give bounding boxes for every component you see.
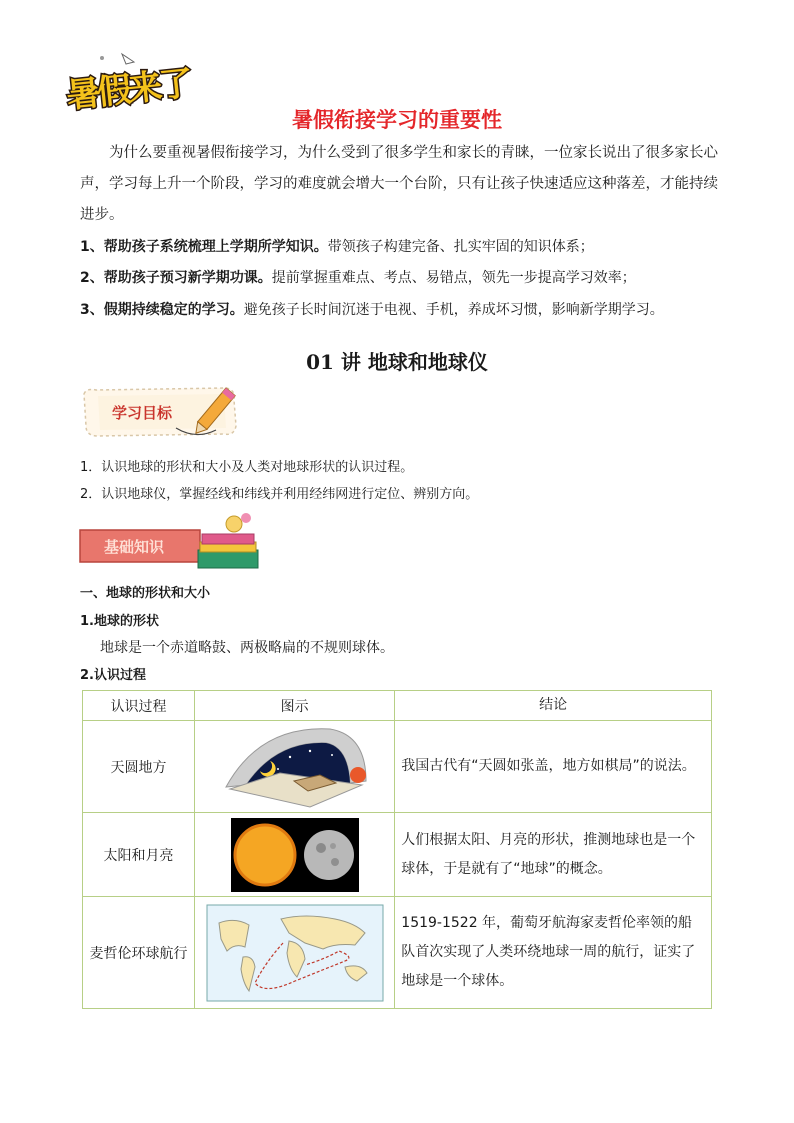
sky-dome-illustration — [220, 725, 370, 809]
point-item: 3、假期持续稳定的学习。避免孩子长时间沉迷于电视、手机，养成坏习惯，影响新学期学习。 — [80, 302, 664, 318]
subsection-heading: 2.认识过程 — [80, 668, 146, 683]
knowledge-badge — [76, 508, 266, 574]
section-heading: 一、地球的形状和大小 — [80, 586, 211, 601]
table-row — [83, 721, 712, 813]
logo-text: 暑假来了 — [64, 63, 193, 117]
image-cell — [194, 897, 394, 1009]
conclusion-cell: 人们根据太阳、月亮的形状，推测地球也是一个球体，于是就有了“地球”的概念。 — [395, 813, 712, 897]
table-header: 认识过程 — [83, 691, 195, 721]
subsection-heading: 1.地球的形状 — [80, 614, 159, 629]
goal-item: 1．认识地球的形状和大小及人类对地球形状的认识过程。 — [80, 460, 414, 475]
table-header-row — [83, 691, 712, 721]
intro-paragraph: 为什么要重视暑假衔接学习，为什么受到了很多学生和家长的青睐，一位家长说出了很多家长心声，学习每上升一个阶段，学习的难度就会增大一个台阶，只有让孩子快速适应这种落差，才能持续进步。 — [80, 145, 718, 223]
table-header: 图示 — [194, 691, 394, 721]
point-item: 2、帮助孩子预习新学期功课。提前掌握重难点、考点、易错点，领先一步提高学习效率； — [80, 270, 636, 286]
image-cell — [194, 813, 394, 897]
conclusion-cell: 1519-1522 年，葡萄牙航海家麦哲伦率领的船队首次实现了人类环绕地球一周的航行，证实了地球是一个球体。 — [395, 897, 712, 1009]
table-row — [83, 897, 712, 1009]
conclusion-cell: 我国古代有“天圆如张盖，地方如棋局”的说法。 — [395, 721, 712, 813]
goals-badge — [76, 384, 256, 442]
table-row — [83, 813, 712, 897]
point-item: 1、帮助孩子系统梳理上学期所学知识。带领孩子构建完备、扎实牢固的知识体系； — [80, 239, 594, 255]
stage-cell: 太阳和月亮 — [83, 813, 195, 897]
goals-badge-label: 学习目标 — [112, 404, 173, 422]
stage-cell: 麦哲伦环球航行 — [83, 897, 195, 1009]
image-cell — [194, 721, 394, 813]
knowledge-badge-label: 基础知识 — [104, 538, 165, 556]
world-voyage-map — [205, 903, 385, 1003]
stage-cell: 天圆地方 — [83, 721, 195, 813]
lesson-title: 01 讲 地球和地球仪 — [306, 350, 488, 374]
table-header: 结论 — [395, 691, 712, 721]
goal-item: 2．认识地球仪，掌握经线和纬线并利用经纬网进行定位、辨别方向。 — [80, 487, 479, 502]
recognition-table — [82, 690, 712, 1009]
sun-and-moon-photo — [231, 818, 359, 892]
shape-description: 地球是一个赤道略鼓、两极略扁的不规则球体。 — [100, 640, 394, 656]
summer-logo — [62, 48, 193, 117]
page-title: 暑假衔接学习的重要性 — [292, 108, 502, 132]
